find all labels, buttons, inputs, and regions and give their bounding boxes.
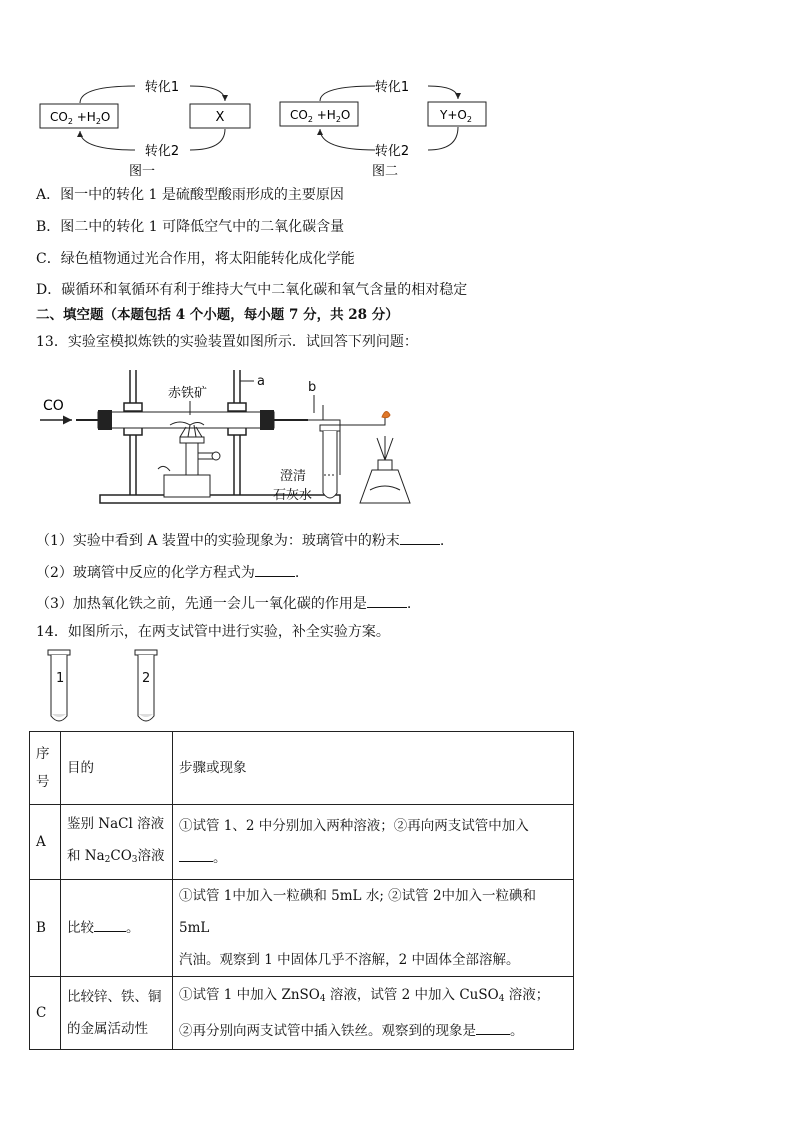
label-a: a <box>257 374 265 389</box>
row-c-purpose: 比较锌、铁、铜 的金属活动性 <box>61 977 173 1050</box>
row-a-steps: ①试管 1、2 中分别加入两种溶液；②再向两支试管中加入 。 <box>173 805 574 880</box>
fig2-left-box-label: $CO_2 +H_2O$ <box>290 108 351 124</box>
label-b: b <box>308 380 317 395</box>
limewater-label-2: 石灰水 <box>273 488 313 503</box>
q12-option-d: D．碳循环和氧循环有利于维持大气中二氧化碳和氧气含量的相对稳定 <box>36 282 468 298</box>
iron-smelting-apparatus <box>40 365 430 515</box>
fig2-top-label: 转化1 <box>374 80 410 95</box>
fig1-left-box-label: $CO_2 +H_2O$ <box>50 110 111 126</box>
row-a-seq: A <box>30 805 61 880</box>
q13-sub3-end: . <box>406 596 412 612</box>
row-c-steps: ①试管 1 中加入 ZnSO$_4$ 溶液，试管 2 中加入 CuSO$_4$ 溶液； ②再分别向两支试管中插入铁丝。观察到的现象是 。 <box>173 977 574 1050</box>
diagram-fig1 <box>40 80 250 179</box>
row-c-seq: C <box>30 977 61 1050</box>
header-steps: 步骤或现象 <box>173 732 574 805</box>
q12-option-b: B．图二中的转化 1 可降低空气中的二氧化碳含量 <box>36 219 345 235</box>
q13-sub3-text: （3）加热氧化铁之前，先通一会儿一氧化碳的作用是 <box>36 596 367 612</box>
fig2-bottom-label: 转化2 <box>374 144 410 159</box>
answer-blank[interactable] <box>255 562 295 577</box>
fig1-bottom-label: 转化2 <box>144 144 180 159</box>
q12-option-a: A．图一中的转化 1 是硫酸型酸雨形成的主要原因 <box>36 187 344 203</box>
answer-blank[interactable] <box>367 593 407 608</box>
q13-sub1 <box>36 530 444 551</box>
table-row <box>30 805 574 880</box>
cycle-diagrams <box>0 70 520 185</box>
limewater-test-tube <box>273 425 340 503</box>
co-inlet-arrow <box>40 398 98 420</box>
answer-blank[interactable] <box>179 847 213 862</box>
q13-stem: 13．实验室模拟炼铁的实验装置如图所示．试回答下列问题： <box>36 334 418 350</box>
q13-sub2 <box>36 562 299 583</box>
answer-blank[interactable] <box>94 917 126 932</box>
diagram-fig2 <box>280 80 486 179</box>
two-test-tubes <box>40 648 170 728</box>
test-tube-2 <box>135 650 157 721</box>
fig1-right-box-label: X <box>215 110 225 125</box>
table-row <box>30 977 574 1050</box>
test-tube-1 <box>48 650 70 721</box>
header-purpose: 目的 <box>61 732 173 805</box>
tube-2-label: 2 <box>142 671 151 686</box>
q13-sub2-text: （2）玻璃管中反应的化学方程式为 <box>36 565 255 581</box>
q13-sub1-text: （1）实验中看到 A 装置中的实验现象为：玻璃管中的粉末 <box>36 533 400 549</box>
fig1-caption: 图一 <box>128 164 156 179</box>
limewater-label-1: 澄清 <box>280 469 307 484</box>
answer-blank[interactable] <box>476 1020 510 1035</box>
table-header-row <box>30 732 574 805</box>
co-label: CO <box>43 398 64 414</box>
fig1-top-label: 转化1 <box>144 80 180 95</box>
row-b-purpose: 比较 。 <box>61 880 173 977</box>
row-b-seq: B <box>30 880 61 977</box>
experiment-table <box>29 731 574 1050</box>
header-seq: 序 号 <box>30 732 61 805</box>
q12-option-c: C．绿色植物通过光合作用，将太阳能转化成化学能 <box>36 251 355 267</box>
gas-burner <box>158 425 220 497</box>
fig2-caption: 图二 <box>371 164 399 179</box>
row-b-steps: ①试管 1中加入一粒碘和 5mL 水; ②试管 2中加入一粒碘和 5mL 汽油。观察到 1 中固体几乎不溶解，2 中固体全部溶解。 <box>173 880 574 977</box>
exhaust-burner <box>340 411 410 503</box>
row-a-purpose: 鉴别 NaCl 溶液 和 $Na_2CO_3$溶液 <box>61 805 173 880</box>
fig2-right-box-label: $Y+O_2$ <box>440 108 472 124</box>
ore-label: 赤铁矿 <box>168 386 208 401</box>
tube-1-label: 1 <box>56 671 65 686</box>
section-title: 二、填空题（本题包括 4 个小题，每小题 7 分，共 28 分） <box>36 307 399 323</box>
q14-stem: 14．如图所示，在两支试管中进行实验，补全实验方案。 <box>36 624 390 640</box>
table-row <box>30 880 574 977</box>
q13-sub3 <box>36 593 411 614</box>
q13-sub1-end: . <box>439 533 445 549</box>
answer-blank[interactable] <box>400 530 440 545</box>
q13-sub2-end: . <box>294 565 300 581</box>
